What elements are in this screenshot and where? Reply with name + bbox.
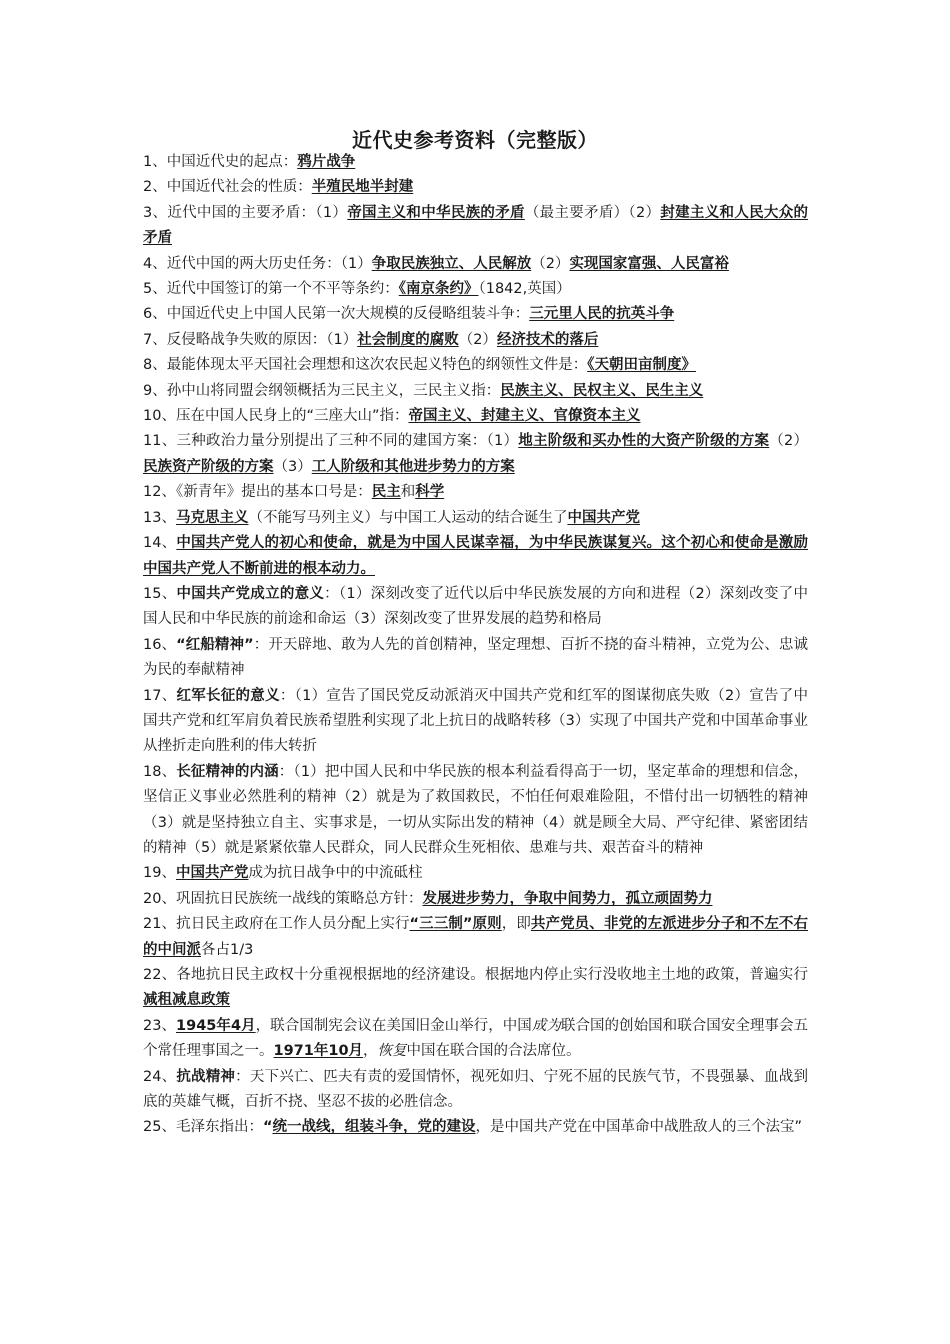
text-run: 5、近代中国签订的第一个不平等条约： (143, 281, 399, 298)
list-item (143, 582, 808, 633)
key-term: 帝国主义、封建主义、官僚资本主义 (408, 408, 641, 425)
text-run: 8、最能体现太平天国社会理想和这次农民起义特色的纲领性文件是： (143, 357, 588, 374)
text-run: （最主要矛盾）（2） (524, 204, 661, 221)
key-term: 中国共产党 (175, 865, 249, 882)
text-run: （不能写马列主义）与中国工人运动的结合诞生了 (248, 509, 568, 526)
text-run: 23、 (143, 1017, 177, 1034)
key-term: 半殖民地半封建 (311, 179, 414, 196)
key-term: 统一战线，组装斗争，党的建设 (272, 1119, 476, 1136)
list-item (143, 684, 808, 760)
key-term: 民族资产阶级的方案 (143, 458, 274, 475)
list-item (143, 633, 808, 684)
key-term: 1945年4月 (176, 1017, 256, 1034)
text-run: 6、中国近代史上中国人民第一次大规模的反侵略组装斗争： (143, 306, 530, 323)
key-term: 地主阶级和买办性的大资产阶级的方案 (518, 433, 770, 450)
text-run: （2） (458, 331, 497, 348)
key-term: 1971年10月 (273, 1043, 364, 1060)
list-item (143, 150, 808, 175)
document-title: 近代史参考资料（完整版） (352, 128, 598, 152)
key-term: 中国共产党 (567, 509, 640, 526)
text-run: 15、 (143, 585, 177, 602)
text-run: 13、 (143, 509, 176, 526)
list-item (143, 175, 808, 200)
text-run: 成为 (531, 1017, 561, 1034)
list-item (143, 379, 808, 404)
text-run: 4、近代中国的两大历史任务：（1） (143, 255, 372, 272)
text-run: 14、 (143, 535, 177, 552)
key-term: 帝国主义和中华民族的矛盾 (347, 204, 525, 221)
list-item (143, 353, 808, 378)
key-term: 三元里人民的抗英斗争 (529, 306, 675, 323)
list-item (143, 912, 808, 963)
text-run: 12、《新青年》提出的基本口号是： (143, 484, 372, 501)
text-run: （3） (273, 458, 312, 475)
key-term: 共产党员、非党的左派进步分子和不左不右的中间派 (143, 916, 809, 958)
text-run: （2） (531, 255, 570, 272)
key-term: 经济技术的落后 (496, 331, 599, 348)
text-run: ，是中国共产党在中国革命中战胜敌人的三个法宝” (475, 1119, 802, 1136)
text-run: ：（1）宣告了国民党反动派消灭中国共产党和红军的图谋彻底失败（2）宣告了中国共产党和红军肩负着民族希望胜利实现了北上抗日的战略转移（3）实现了中国共产党和中国革命事业从挫折走向胜利的伟大转折 (143, 687, 809, 755)
text-run: 21、抗日民主政府在工作人员分配上实行 (143, 916, 410, 933)
list-item (143, 861, 808, 886)
text-run: 10、压在中国人民身上的“三座大山”指： (143, 408, 409, 425)
list-item (143, 506, 808, 531)
list-item (143, 201, 808, 252)
list-item (143, 1014, 808, 1065)
key-term: 实现国家富强、人民富裕 (569, 255, 729, 272)
bold-text: 抗战精神 (176, 1068, 236, 1085)
text-run: ：（1）把中国人民和中华民族的根本利益看得高于一切，坚定革命的理想和信念，坚信正义事业必然胜利的精神（2）就是为了救国救民，不怕任何艰难险阻，不惜付出一切牺牲的精神（3）就是坚持独立自主、实事求是，一切从实际出发的精神（4）就是顾全大局、严守纪律、紧密团结的精神（5）就是紧紧依靠人民群众，同人民群众生死相依、患难与共、艰苦奋斗的精神 (143, 763, 809, 856)
text-run: 22、各地抗日民主政权十分重视根据地的经济建设。根据地内停止实行没收地主土地的政策，普遍实行 (143, 967, 808, 983)
text-run: ，联合国制宪会议在美国旧金山举行，中国 (255, 1017, 532, 1034)
key-term: 民族主义、民权主义、民生主义 (500, 382, 704, 399)
list-item (143, 887, 808, 912)
text-run: 20、巩固抗日民族统一战线的策略总方针： (143, 890, 423, 907)
bold-text: 红军长征的意义 (176, 687, 280, 704)
key-term: 中国共产党人的初心和使命，就是为中国人民谋幸福，为中华民族谋复兴。这个初心和使命是激励中国共产党人不断前进的根本动力。 (143, 535, 808, 577)
text-run: 16、 (143, 636, 177, 653)
text-run: 9、孙中山将同盟会纲领概括为三民主义，三民主义指： (143, 382, 501, 399)
text-run: 24、 (143, 1068, 177, 1085)
text-run: 2、中国近代社会的性质： (143, 179, 312, 196)
key-term: 《南京条约》 (398, 281, 479, 298)
text-run: ：天下兴亡、匹夫有责的爱国情怀，视死如归、宁死不屈的民族气节，不畏强暴、血战到底的英雄气概，百折不挠、坚忍不拔的必胜信念。 (143, 1068, 809, 1111)
text-run: 联合国的创始国和联合国安全理事会五个常任理事国之一。 (143, 1017, 808, 1060)
bold-text: “ (262, 1119, 273, 1136)
bold-text: “红船精神” (176, 636, 254, 653)
list-item (143, 328, 808, 353)
text-run: ：开天辟地、敢为人先的首创精神，坚定理想、百折不挠的奋斗精神，立党为公、忠诚为民的奉献精神 (143, 636, 809, 679)
bold-text: 长征精神的内涵 (176, 763, 279, 780)
key-term: 鸦片战争 (297, 154, 356, 170)
text-run: 成为抗日战争中的中流砥柱 (248, 865, 423, 882)
list-item (143, 429, 808, 480)
list-item (143, 963, 808, 1014)
list-item (143, 760, 808, 862)
bold-text: 中国共产党成立的意义 (176, 585, 325, 602)
key-term: 封建主义和人民大众的矛盾 (143, 204, 809, 247)
key-term: 马克思主义 (175, 509, 249, 526)
text-run: ，即 (501, 916, 531, 933)
key-term: 科学 (415, 484, 445, 501)
text-run: 中国在联合国的合法席位。 (406, 1043, 581, 1060)
key-term: 社会制度的腐败 (357, 331, 459, 348)
key-term: 发展进步势力，争取中间势力，孤立顽固势力 (422, 890, 713, 907)
list-item (143, 531, 808, 582)
text-run: 和 (400, 484, 416, 501)
list-item (143, 302, 808, 327)
text-run: （1842,英国） (478, 281, 571, 298)
list-item (143, 404, 808, 429)
document-body (143, 150, 808, 1141)
text-run: 3、近代中国的主要矛盾：（1） (143, 204, 348, 221)
list-item (143, 1065, 808, 1116)
text-run: 25、毛泽东指出： (143, 1119, 263, 1136)
list-item (143, 1115, 808, 1140)
list-item (143, 480, 808, 505)
key-term: 《天朝田亩制度》 (587, 357, 696, 374)
text-run: 19、 (143, 865, 176, 882)
text-run: 18、 (143, 763, 177, 780)
key-term: 工人阶级和其他进步势力的方案 (311, 458, 515, 475)
key-term: 减租减息政策 (143, 992, 230, 1009)
list-item (143, 252, 808, 277)
text-run: 17、 (143, 687, 177, 704)
key-term: 争取民族独立、人民解放 (371, 255, 532, 272)
text-run: ， (363, 1043, 378, 1060)
text-run: 1、中国近代史的起点： (143, 154, 298, 170)
key-term: 民主 (371, 484, 401, 501)
key-term: “三三制”原则 (409, 916, 502, 933)
list-item (143, 277, 808, 302)
text-run: ：（1）深刻改变了近代以后中华民族发展的方向和进程（2）深刻改变了中国人民和中华民族的前途和命运（3）深刻改变了世界发展的趋势和格局 (143, 585, 809, 628)
text-run: 恢复 (377, 1043, 407, 1060)
text-run: 7、反侵略战争失败的原因：（1） (143, 331, 358, 348)
text-run: （2） (769, 433, 808, 450)
text-run: 各占1/3 (201, 941, 254, 958)
text-run: 11、三种政治力量分别提出了三种不同的建国方案：（1） (143, 433, 519, 450)
